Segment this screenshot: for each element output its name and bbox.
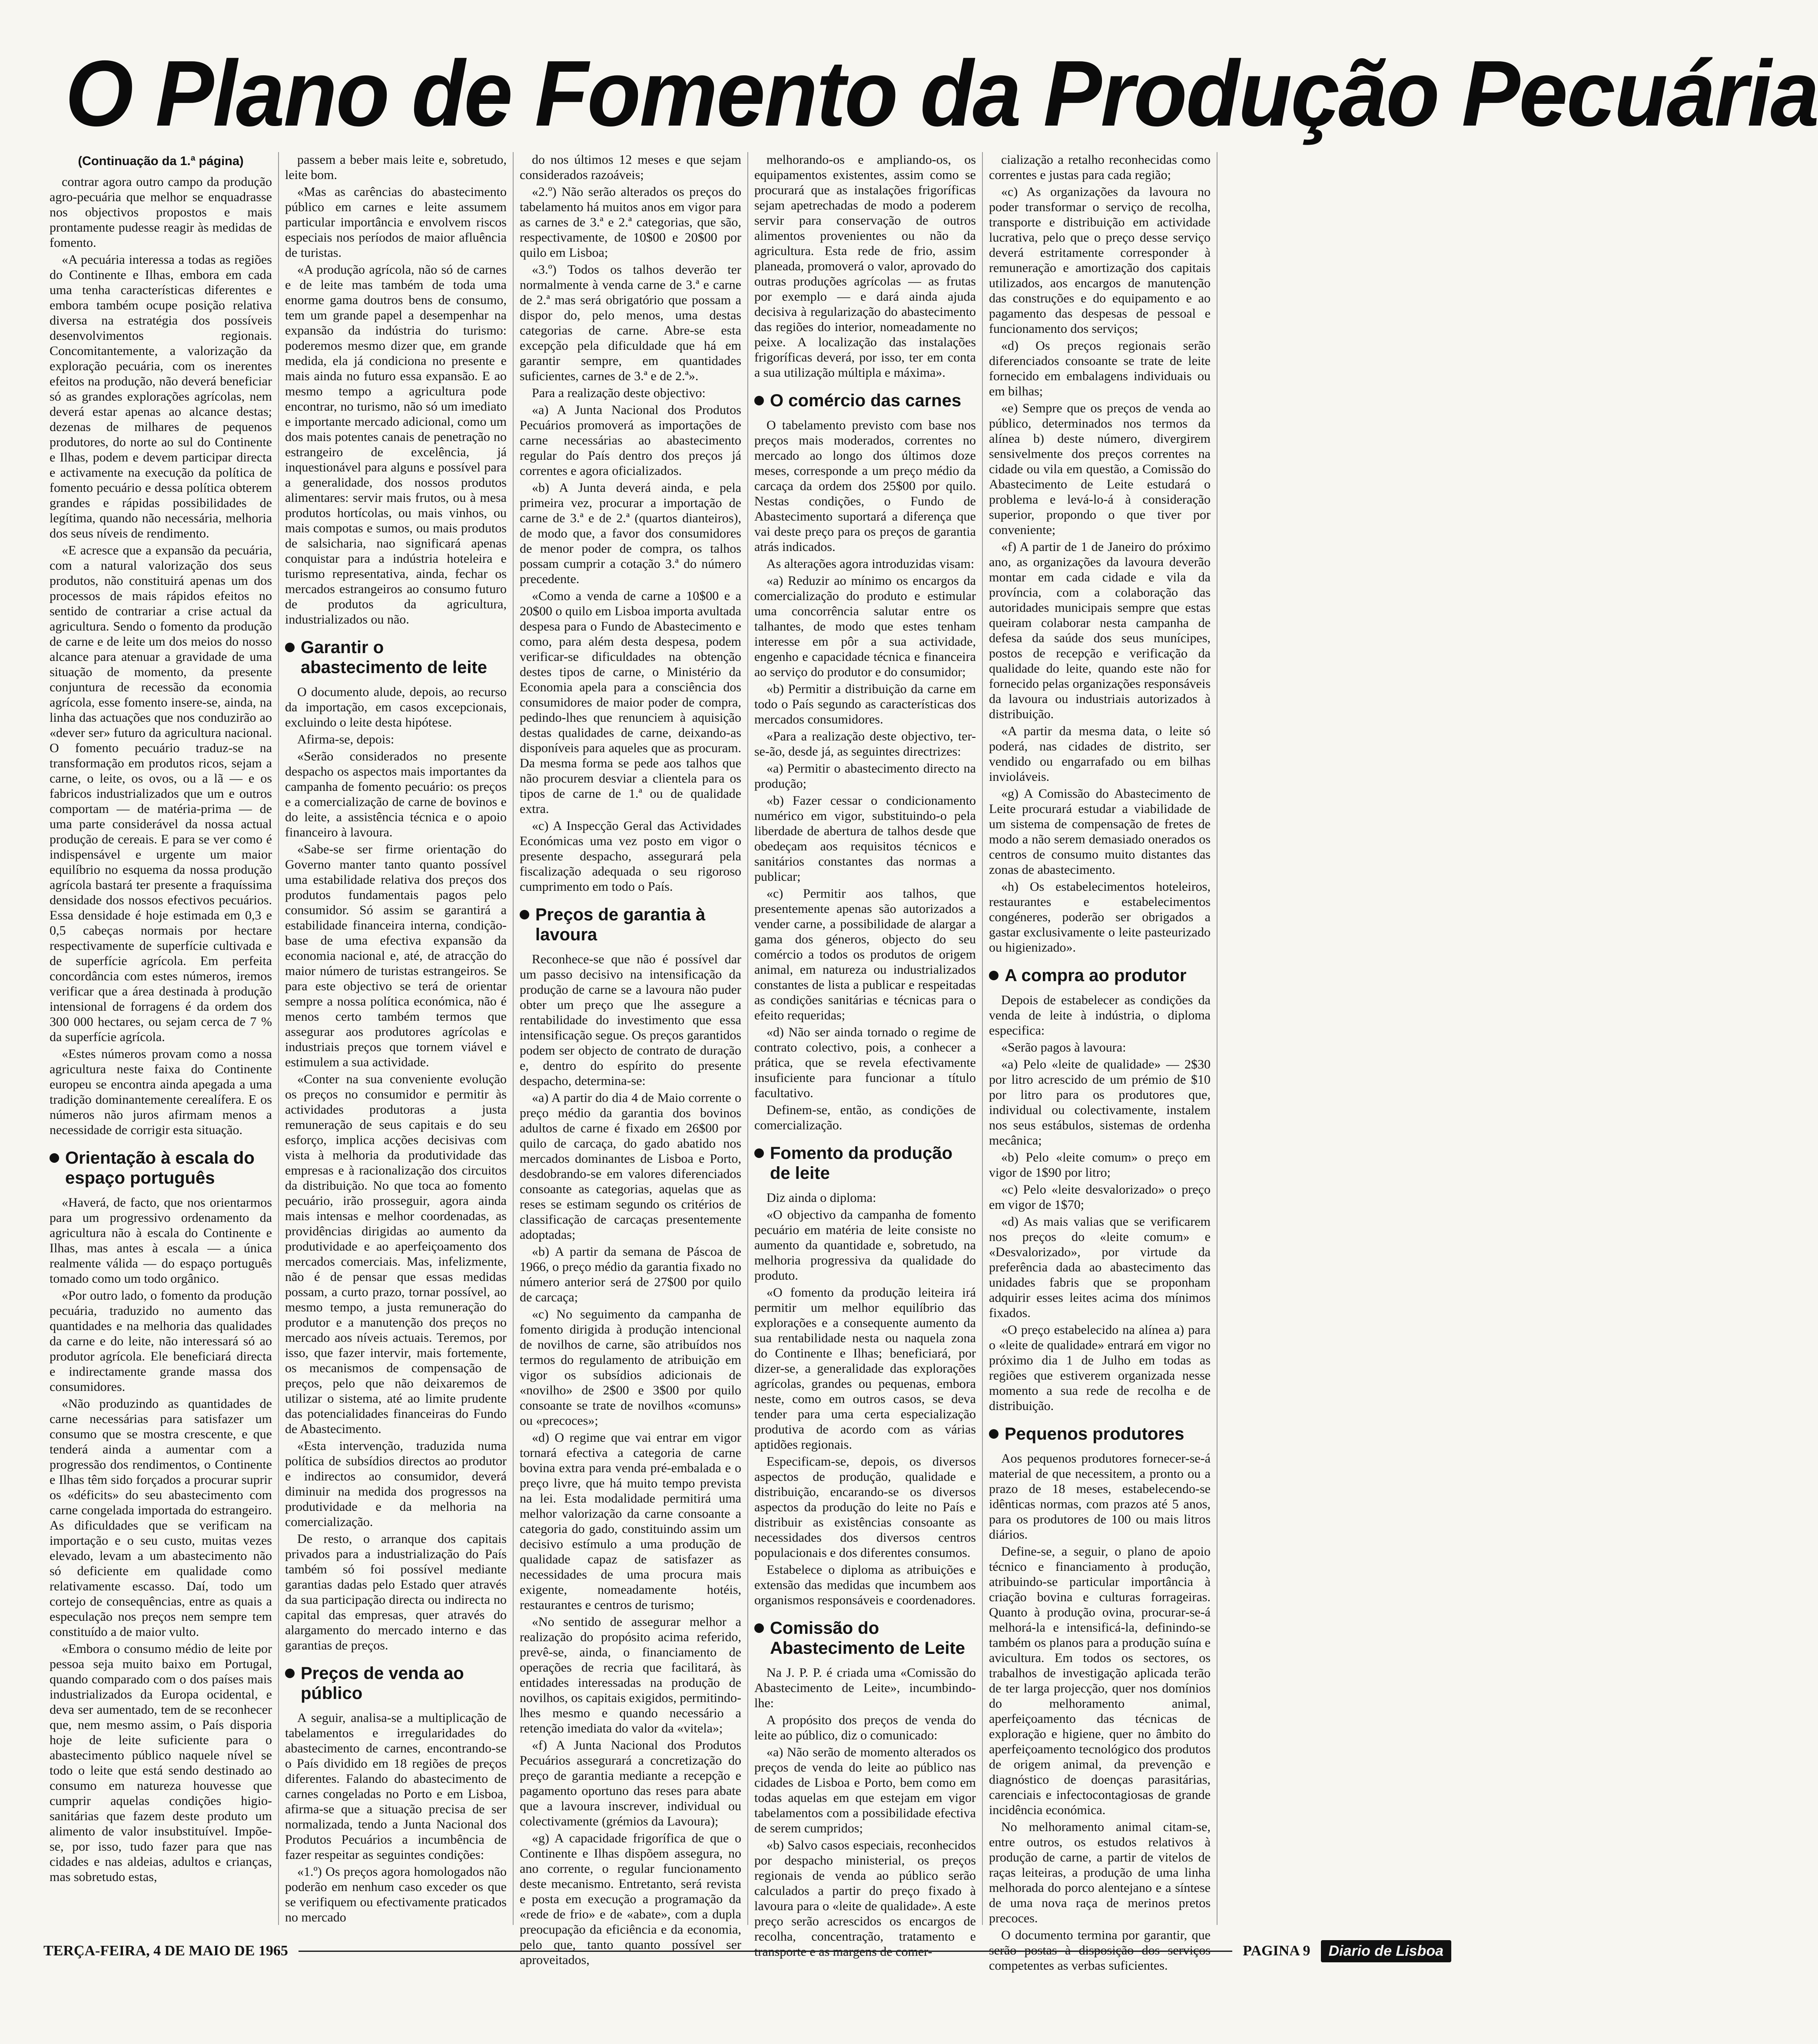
- bullet-icon: [50, 1153, 59, 1163]
- section-heading: [754, 1143, 976, 1183]
- section-heading: [754, 391, 976, 411]
- section-heading: [989, 966, 1211, 986]
- section-heading-text: Garantir o abastecimento de leite: [301, 638, 488, 677]
- article-paragraph: «a) Não serão de momento alterados os preços de venda do leite ao público nas cidades de Lisboa e Porto, bem como em todas aquelas em que estejam em vigor tabelamentos com a possibilidade efectiva de serem cumpridos;: [754, 1745, 976, 1835]
- section-heading: [50, 1148, 272, 1188]
- article-paragraph: «d) O regime que vai entrar em vigor tornará efectiva a categoria de carne bovina extra para venda pré-embalada e o preço livre, que há muito tempo prevista na lei. Esta modalidade permitirá uma melhor valorização da carne consoante a categoria do gado, constituindo assim um decisivo estímulo a uma produção de qualidade capaz de satisfazer as necessidades de uma procura mais exigente, nomeadamente hotéis, restaurantes e centros de turismo;: [520, 1430, 741, 1612]
- footer-rule: [299, 1951, 1232, 1952]
- article-paragraph: O tabelamento previsto com base nos preços mais moderados, correntes no mercado ao longo dos últimos doze meses, corresponde a um preço médio da carcaça da ordem dos 25$00 por quilo. Nestas condições, o Fundo de Abastecimento suportará a diferença que vai deste preço para os preços de garantia atrás indicados.: [754, 418, 976, 554]
- column-5: [982, 152, 1217, 1973]
- article-paragraph: «a) Reduzir ao mínimo os encargos da comercialização do produto e estimular uma concorrência salutar entre os talhantes, de modo que estes tenham interesse em pôr a sua actividade, engenho e capacidade técnica e financeira ao serviço do produtor e do consumidor;: [754, 574, 976, 679]
- bullet-icon: [285, 643, 295, 652]
- article-paragraph: «c) As organizações da lavoura no poder transformar o serviço de recolha, transporte e distribuição em actividade lucrativa, pelo que o preço desse serviço deverá estritamente corresponder à remuneração e amortização dos capitais utilizados, aos encargos de manutenção das construções e do equipamento e ao pagamento das despesas de pessoal e funcionamento dos serviços;: [989, 185, 1211, 336]
- continuation-note: (Continuação da 1.ª página): [78, 154, 244, 168]
- article-paragraph: Aos pequenos produtores fornecer-se-á material de que necessitem, a pronto ou a prazo de 18 meses, estabelecendo-se idênticas normas, com prazos até 5 anos, para os produtores de 100 ou mais litros diários.: [989, 1451, 1211, 1542]
- article-paragraph: «c) No seguimento da campanha de fomento dirigida à produção intencional de novilhos de carne, são atribuídos nos termos do regulamento de atribuição em vigor os subsídios adicionais de «novilho» de 2$00 e 3$00 por quilo consoante se trate de novilhos «comuns» ou «precoces»;: [520, 1307, 741, 1428]
- article-paragraph: «d) Não ser ainda tornado o regime de contrato colectivo, pois, a conhecer a prática, que se revela efectivamente insuficiente para funcionar a título facultativo.: [754, 1025, 976, 1100]
- article-paragraph: «g) A Comissão do Abastecimento de Leite procurará estudar a viabilidade de um sistema de compensação de fretes de modo a não serem demasiado onerados os centros de consumo muito distantes das zonas de abastecimento.: [989, 786, 1211, 877]
- column-3-body: [520, 152, 741, 1968]
- section-heading-text: O comércio das carnes: [770, 391, 962, 410]
- article-paragraph: Afirma-se, depois:: [297, 732, 395, 747]
- article-paragraph: melhorando-os e ampliando-os, os equipamentos existentes, assim como se procurará que as instalações frigoríficas sejam apetrechadas de modo a poderem servir para conservação de outros alimentos provenientes ou não da agricultura. Esta rede de frio, assim planeada, promoverá o valor, aprovado do outras produções agrícolas — as frutas por exemplo — e dará ainda ajuda decisiva à regularização do abastecimento das regiões do interior, nomeadamente no peixe. A localização das instalações frigoríficas deverá, por isso, ter em conta a sua utilização múltipla e máxima».: [754, 153, 976, 380]
- article-paragraph: «d) As mais valias que se verificarem nos preços do «leite comum» e «Desvalorizado», por virtude da preferência dada ao abastecimento das unidades fabris que se proponham adquirir esses leites acima dos mínimos fixados.: [989, 1214, 1211, 1320]
- article-paragraph: «A pecuária interessa a todas as regiões do Continente e Ilhas, embora em cada uma tenha características diferentes e embora também ocupe posição relativa diversa na estratégia dos possíveis desenvolvimentos regionais. Concomitantemente, a valorização da exploração pecuária, com os inerentes efeitos na produção, não deverá beneficiar só as grandes explorações agrícolas, nem deverá estar apenas ao alcance destas; dezenas de milhares de pequenos produtores, do norte ao sul do Continente e Ilhas, podem e devem participar directa e activamente na execução da política de fomento pecuário e dessa política obterem grandes e rápidas possibilidades de legítima, quando não necessária, melhoria dos seus níveis de rendimento.: [50, 252, 272, 541]
- bullet-icon: [285, 1669, 295, 1678]
- article-paragraph: «f) A Junta Nacional dos Produtos Pecuários assegurará a concretização do preço de garantia mediante a recepção e pagamento oportuno das reses para abate que a lavoura inscrever, individual ou colectivamente (grémios da Lavoura);: [520, 1738, 741, 1828]
- article-paragraph: «Sabe-se ser firme orientação do Governo manter tanto quanto possível uma estabilidade relativa dos preços dos produtos fundamentais pagos pelo consumidor. Só assim se garantirá a estabilidade financeira interna, condição-base de uma efectiva expansão da economia nacional e, até, de atracção do maior número de turistas estrangeiros. Se para este objectivo se terá de orientar sempre a nossa política económica, não é menos certo também termos que assegurar aos produtores agrícolas e industriais preços que tornem viável e estimulem a sua actividade.: [285, 842, 507, 1069]
- bullet-icon: [754, 1623, 764, 1633]
- article-paragraph: «Serão considerados no presente despacho os aspectos mais importantes da campanha de fomento pecuário: os preços e a comercialização de carne de bovinos e do leite, a assistência técnica e o apoio financeiro à lavoura.: [285, 749, 507, 840]
- column-1: [43, 152, 278, 1925]
- article-paragraph: «Estes números provam como a nossa agricultura neste faixa do Continente europeu se encontra ainda apegada a uma tradição dominantemente cerealífera. E os números não juros afirmam menos a necessidade de corrigir esta situação.: [50, 1047, 272, 1137]
- bullet-icon: [754, 396, 764, 405]
- article-paragraph: «b) A Junta deverá ainda, e pela primeira vez, procurar a importação de carne de 3.ª e de 2.ª (quartos dianteiros), de modo que, a favor dos consumidores de menor poder de compra, os talhos possam cumprir a cotação 3.ª do número precedente.: [520, 481, 741, 586]
- article-paragraph: «Serão pagos à lavoura:: [1001, 1040, 1126, 1055]
- section-heading-text: Preços de venda ao público: [301, 1664, 464, 1703]
- article-paragraph: «Esta intervenção, traduzida numa política de subsídios directos ao produtor e indirectos ao consumidor, deverá diminuir na medida dos progressos na produtividade e da melhoria na comercialização.: [285, 1439, 507, 1529]
- article-paragraph: «b) Permitir a distribuição da carne em todo o País segundo as características dos mercados consumidores.: [754, 682, 976, 727]
- article-paragraph: «1.º) Os preços agora homologados não poderão em nenhum caso exceder os que se verifiquem ou efectivamente praticados no mercado: [285, 1865, 507, 1925]
- article-paragraph: «2.º) Não serão alterados os preços do tabelamento há muitos anos em vigor para as carnes de 3.ª e 2.ª categorias, que são, respectivamente, de 10$00 e 20$00 por quilo em Lisboa;: [520, 185, 741, 260]
- bullet-icon: [989, 1429, 999, 1439]
- column-1-body: [50, 174, 272, 1885]
- article-paragraph: «f) A partir de 1 de Janeiro do próximo ano, as organizações da lavoura deverão montar em cada cidade e vila da província, com a colaboração das autoridades municipais sempre que estas queiram colaborar nesta campanha de defesa da saúde dos seus munícipes, postos de recepção e verificação da qualidade do leite, quando este não for fornecido pelas organizações responsáveis da lavoura ou industriais autorizados à distribuição.: [989, 540, 1211, 721]
- article-paragraph: No melhoramento animal citam-se, entre outros, os estudos relativos à produção de carne, a partir de vitelos de raças leiteiras, a produção de uma linha melhorada do porco alentejano e a síntese de uma nova raça de merinos pretos precoces.: [989, 1820, 1211, 1925]
- article-paragraph: «Embora o consumo médio de leite por pessoa seja muito baixo em Portugal, quando comparado com o dos países mais industrializados da Europa ocidental, e deva ser aumentado, tem de se reconhecer que, nem mesmo assim, o País disporia hoje de leite suficiente para o abastecimento público naquele nível se todo o leite que está sendo destinado ao consumo em natureza houvesse que cumprir aquelas condições higio-sanitárias que fazem deste produto um alimento de valor insubstituível. Impõe-se, por isso, tudo fazer para que nas cidades e nas aldeias, adultos e crianças, mas sobretudo estas,: [50, 1642, 272, 1884]
- bullet-icon: [520, 910, 529, 919]
- article-paragraph: «Como a venda de carne a 10$00 e a 20$00 o quilo em Lisboa importa avultada despesa para o Fundo de Abastecimento e como, para além desta despesa, podem verificar-se dificuldades na obtenção destes tipos de carne, o Ministério da Economia apela para a consciência dos consumidores de maior poder de compra, pedindo-lhes que renunciem à aquisição destas qualidades de carne, deixando-as disponíveis para aqueles que as procuram. Da mesma forma se pede aos talhos que não procurem desviar a clientela para os tipos de carne de 1.ª ou de qualidade extra.: [520, 589, 741, 816]
- article-paragraph: «O objectivo da campanha de fomento pecuário em matéria de leite consiste no aumento da quantidade e, sobretudo, na melhoria progressiva da qualidade do produto.: [754, 1208, 976, 1283]
- bullet-icon: [989, 971, 999, 980]
- article-paragraph: O documento alude, depois, ao recurso da importação, em casos excepcionais, excluindo o leite desta hipótese.: [285, 685, 507, 730]
- article-paragraph: «a) A partir do dia 4 de Maio corrente o preço médio da garantia dos bovinos adultos de carne é fixado em 26$00 por quilo de carcaça, do gado abatido nos mercados dominantes de Lisboa e Porto, desdobrando-se em valores diferenciados consoante as categorias, aquelas que as reses se estimam segundo os critérios de classificação de carcaças presentemente adoptadas;: [520, 1091, 741, 1242]
- article-paragraph: «c) A Inspecção Geral das Actividades Económicas uma vez posto em vigor o presente despacho, assegurará pela fiscalização adequada o seu rigoroso cumprimento em todo o País.: [520, 819, 741, 894]
- article-paragraph: Depois de estabelecer as condições da venda de leite à indústria, o diploma especifica:: [989, 993, 1211, 1038]
- column-5-body: [989, 152, 1211, 1973]
- article-paragraph: «E acresce que a expansão da pecuária, com a natural valorização dos seus produtos, não constituirá apenas um dos processos de mais rápidos efeitos no sentido de contrariar a crise actual da agricultura. Sendo o fomento da produção de carne e de leite um dos meios do nosso alcance para atenuar a gravidade de uma situação de momento, da presente conjuntura de recessão da economia agrícola, esse fomento insere-se, ainda, na linha das actuações que nos conduzirão ao «dever ser» futuro da agricultura nacional. O fomento pecuário traduz-se na transformação em produtos ricos, sejam a carne, o leite, os ovos, ou a lã — e os fabricos industrializados que um e outros comportam — de matéria-prima — de uma parte considerável da nossa actual produção de cereais. E para se ver como é indispensável e urgente um maior equilíbrio no esquema da nossa produção agrícola bastará ter presente a fraquíssima densidade dos nossos efectivos pecuários. Essa densidade é hoje estimada em 0,3 e 0,5 cabeças normais por hectare respectivamente de superfície cultivada e de superfície agrícola. Em perfeita concordância com estes números, iremos verificar que a área destinada à produção intensional de forragens é da ordem dos 300 000 hectares, ou sejam cerca de 7 % da superfície agrícola.: [50, 543, 272, 1044]
- article-paragraph: «O fomento da produção leiteira irá permitir um melhor equilíbrio das explorações e a consequente aumento da sua rentabilidade nesta ou naquela zona do Continente e Ilhas; beneficiará, por dizer-se, a generalidade das explorações agrícolas, grandes ou pequenas, embora neste, como em outros casos, se deva tender para uma certa especialização produtiva de acordo com as várias aptidões regionais.: [754, 1285, 976, 1452]
- article-paragraph: «Mas as carências do abastecimento público em carnes e leite assumem particular importância e envolvem riscos especiais nos períodos de maior afluência de turistas.: [285, 185, 507, 260]
- article-paragraph: A propósito dos preços de venda do leite ao público, diz o comunicado:: [754, 1713, 976, 1742]
- article-paragraph: contrar agora outro campo da produção agro-pecuária que melhor se enquadrasse nos objectivos propostos e mais prontamente pudesse reagir às medidas de fomento.: [50, 175, 272, 250]
- column-2-body: [285, 152, 507, 1925]
- article-paragraph: «h) Os estabelecimentos hoteleiros, restaurantes e estabelecimentos congéneres, poderão ser obrigados a gastar exclusivamente o leite pasteurizado ou higienizado».: [989, 879, 1211, 955]
- article-paragraph: «A produção agrícola, não só de carnes e de leite mas também de toda uma enorme gama doutros bens de consumo, tem um grande papel a desempenhar na expansão da indústria do turismo: poderemos mesmo dizer que, em grande medida, ela já condiciona no presente e mais ainda no futuro essa expansão. E ao mesmo tempo a agricultura pode encontrar, no turismo, não só um imediato e importante mercado adicional, como um dos mais potentes canais de penetração no estrangeiro de excelência, já inquestionável para alguns e possível para a generalidade, dos nossos produtos alimentares: servir mais frutos, ou à mesa produtos hortícolas, ou mais vinhos, ou mais compotas e sumos, ou mais produtos de salsicharia, nao significará apenas conquistar para a indústria hoteleira e turismo representativa, ainda, fechar os mercados estrangeiros ao consumo futuro de produtos da agricultura, industrializados ou não.: [285, 262, 507, 627]
- article-paragraph: «b) Salvo casos especiais, reconhecidos por despacho ministerial, os preços regionais de venda ao público serão calculados a partir do preço fixado à lavoura para o «leite de qualidade». A este preço serão acrescidos os encargos de recolha, concentração, tratamento e transporte e as margens de comer-: [754, 1838, 976, 1959]
- article-paragraph: «a) A Junta Nacional dos Produtos Pecuários promoverá as importações de carne necessárias ao abastecimento regular do País dentro dos preços já correntes e agora oficializados.: [520, 403, 741, 478]
- column-4-body: [754, 152, 976, 1959]
- article-paragraph: «Haverá, de facto, que nos orientarmos para um progressivo ordenamento da agricultura não à escala do Continente e Ilhas, mas antes à escala — a única realmente válida — do espaço português tomado como um todo orgânico.: [50, 1195, 272, 1286]
- article-paragraph: «Não produzindo as quantidades de carne necessárias para satisfazer um consumo que se mostra crescente, e que tenderá ainda a aumentar com a progressão dos rendimentos, o Continente e Ilhas têm sido forçados a procurar suprir os «déficits» do seu abastecimento com carne congelada importada do estrangeiro. As dificuldades que se verificam na importação e o seu custo, muitas vezes elevado, levam a um abastecimento não só deficiente em qualidade como relativamente escasso. Daí, todo um cortejo de consequências, entre as quais a especulação nos preços nem sempre tem constituído a de maior vulto.: [50, 1397, 272, 1639]
- bullet-icon: [754, 1148, 764, 1158]
- article-paragraph: «b) Pelo «leite comum» o preço em vigor de 1$90 por litro;: [989, 1150, 1211, 1180]
- article-paragraph: «No sentido de assegurar melhor a realização do propósito acima referido, prevê-se, ainda, o financiamento de operações de recria que facilitará, às entidades interessadas na produção de novilhos, os capitais exigidos, permitindo-lhes mesmo e quando necessário a retenção imediata do valor da «vitela»;: [520, 1615, 741, 1735]
- article-paragraph: «b) Fazer cessar o condicionamento numérico em vigor, substituindo-o pela liberdade de abertura de talhos desde que obedeçam aos requisitos técnicos e sanitários constantes das normas a publicar;: [754, 793, 976, 884]
- article-paragraph: «g) A capacidade frigorífica de que o Continente e Ilhas dispõem assegura, no ano corrente, o regular funcionamento deste mecanismo. Entretanto, será revista e posta em execução a programação da «rede de frio» e de «abate», com a dupla preocupação da eficiência e da economia, pelo que, tanto quanto possível ser aproveitados,: [520, 1831, 741, 1967]
- article-paragraph: cialização a retalho reconhecidas como correntes e justas para cada região;: [989, 153, 1211, 182]
- section-heading: [285, 1663, 507, 1703]
- article-paragraph: «a) Permitir o abastecimento directo na produção;: [754, 761, 976, 791]
- article-paragraph: De resto, o arranque dos capitais privados para a industrialização do País também só foi possível mediante garantias dadas pelo Estado quer através da sua participação directa ou indirecta no capital das empresas, quer através do alargamento do mercado interno e das garantias de preços.: [285, 1532, 507, 1652]
- article-paragraph: Reconhece-se que não é possível dar um passo decisivo na intensificação da produção de carne se a lavoura não puder obter um preço que lhe assegure a rentabilidade do investimento que essa intensificação segue. Os preços garantidos podem ser objecto de contrato de duração e, dentro do espírito do presente despacho, determina-se:: [520, 952, 741, 1088]
- article-paragraph: «a) Pelo «leite de qualidade» — 2$30 por litro acrescido de um prémio de $10 por litro para os produtores que, individual ou colectivamente, instalem nos seus estábulos, sistemas de ordenha mecânica;: [989, 1057, 1211, 1148]
- section-heading-text: Comissão do Abastecimento de Leite: [770, 1619, 965, 1658]
- article-paragraph: Diz ainda o diploma:: [766, 1191, 876, 1205]
- headline: O Plano de Fomento da Produção Pecuária: [65, 41, 1818, 146]
- article-paragraph: Na J. P. P. é criada uma «Comissão do Abastecimento de Leite», incumbindo-lhe:: [754, 1666, 976, 1710]
- column-3: [513, 152, 747, 1967]
- article-paragraph: «c) Permitir aos talhos, que presentemente apenas são autorizados a vender carne, a possibilidade de alargar a gama dos géneros, objecto do seu comércio a todos os produtos de origem animal, em natureza ou industrializados constantes de lista a publicar e respeitadas as condições sanitárias e técnicas para o efeito requeridas;: [754, 886, 976, 1022]
- page-footer: [43, 1938, 1451, 1964]
- article-paragraph: «c) Pelo «leite desvalorizado» o preço em vigor de 1$70;: [989, 1182, 1211, 1212]
- article-paragraph: Para a realização deste objectivo:: [532, 386, 706, 400]
- section-heading: [285, 637, 507, 677]
- section-heading-text: Pequenos produtores: [1005, 1424, 1184, 1443]
- article-paragraph: A seguir, analisa-se a multiplicação de tabelamentos e irregularidades do abastecimento de carnes, encontrando-se o País dividido em 18 regiões de preços diferentes. Falando do abastecimento de carnes congeladas no Porto e em Lisboa, afirma-se que a situação precisa de ser normalizada, tendo a Junta Nacional dos Produtos Pecuários a incumbência de fazer respeitar as seguintes condições:: [285, 1711, 507, 1862]
- article-paragraph: «b) A partir da semana de Páscoa de 1966, o preço médio da garantia fixado no número anterior será de 27$00 por quilo de carcaça;: [520, 1244, 741, 1304]
- article-paragraph: «Para a realização deste objectivo, ter-se-ão, desde já, as seguintes directrizes:: [754, 729, 976, 759]
- section-heading: [754, 1618, 976, 1658]
- article-paragraph: passem a beber mais leite e, sobretudo, leite bom.: [285, 153, 507, 182]
- article-paragraph: «A partir da mesma data, o leite só poderá, nas cidades de distrito, ser vendido ou engarrafado ou em bilhas invioláveis.: [989, 724, 1211, 784]
- column-2: [278, 152, 513, 1925]
- section-heading-text: A compra ao produtor: [1005, 966, 1187, 985]
- article-paragraph: Define-se, a seguir, o plano de apoio técnico e financiamento à produção, atribuindo-se particular importância à criação bovina e culturas forrageiras. Quanto à produção ovina, procurar-se-á melhorá-la e intensificá-la, definindo-se também os planos para a produção suína e avicultura. Em todos os sectores, os trabalhos de investigação aplicada terão de ter larga projecção, quer nos domínios do melhoramento animal, aperfeiçoamento das técnicas de exploração e higiene, quer no âmbito do aperfeiçoamento tecnológico dos produtos de origem animal, da prevenção e diagnóstico de doenças parasitárias, carenciais e infectocontagiosas de grande incidência económica.: [989, 1544, 1211, 1817]
- column-4: [747, 152, 982, 1959]
- section-heading: [520, 905, 741, 945]
- column-6: [1217, 152, 1451, 1925]
- article-paragraph: «d) Os preços regionais serão diferenciados consoante se trate de leite fornecido em embalagens individuais ou em bilhas;: [989, 338, 1211, 398]
- article-paragraph: Estabelece o diploma as atribuições e extensão das medidas que incumbem aos organismos responsáveis e coordenadores.: [754, 1563, 976, 1607]
- newspaper-logo: Diario de Lisboa: [1321, 1940, 1452, 1962]
- article-paragraph: O documento termina por garantir, que serão postas à disposição dos serviços competentes as verbas suficientes.: [989, 1928, 1211, 1973]
- article-paragraph: «3.º) Todos os talhos deverão ter normalmente à venda carne de 3.ª e carne de 2.ª mas será obrigatório que possam a dispor do, pelo menos, uma destas categorias de carne. Abre-se esta excepção pela dificuldade que há em garantir sempre, em quantidades suficientes, carnes de 3.ª e de 2.ª».: [520, 262, 741, 383]
- section-heading-text: Orientação à escala do espaço português: [65, 1148, 255, 1188]
- article-paragraph: «O preço estabelecido na alínea a) para o «leite de qualidade» entrará em vigor no próximo dia 1 de Julho em todas as regiões que estiverem organizada nesse momento a sua rede de recolha e de distribuição.: [989, 1323, 1211, 1413]
- article-paragraph: do nos últimos 12 meses e que sejam considerados razoáveis;: [520, 153, 741, 182]
- section-heading: [989, 1424, 1211, 1444]
- footer-page-number: PAGINA 9: [1243, 1943, 1310, 1959]
- article-paragraph: Definem-se, então, as condições de comercialização.: [754, 1103, 976, 1132]
- article-paragraph: As alterações agora introduzidas visam:: [766, 557, 975, 571]
- article-paragraph: «Conter na sua conveniente evolução os preços no consumidor e permitir às actividades produtoras a justa remuneração de seus capitais e do seu esforço, implica acções decisivas com vista à melhoria da produtividade das empresas e à racionalização dos circuitos da distribuição. No que toca ao fomento pecuário, irão prosseguir, agora ainda mais intensas e melhor coordenadas, as providências dirigidas ao aumento da produtividade e ao aperfeiçoamento dos mercados comerciais. Mas, infelizmente, não é de pensar que essas medidas possam, a curto prazo, tornar possível, ao mesmo tempo, a justa remuneração do produtor e a manutenção dos preços no mercado aos níveis actuais. Teremos, por isso, que fazer intervir, mais fortemente, os mecanismos de compensação de preços, pelo que não deixaremos de utilizar o sistema, até ao limite prudente das potencialidades financeiras do Fundo de Abastecimento.: [285, 1072, 507, 1436]
- article-paragraph: «Por outro lado, o fomento da produção pecuária, traduzido no aumento das quantidades e na melhoria das qualidades da carne e do leite, não interessará só ao produtor agrícola. Ele beneficiará directa e indirectamente grande massa dos consumidores.: [50, 1288, 272, 1394]
- section-heading-text: Preços de garantia à lavoura: [535, 905, 706, 944]
- article-paragraph: «e) Sempre que os preços de venda ao público, determinados nos termos da alínea b) deste número, divergirem sensivelmente dos preços correntes na cidade ou vila em questão, a Comissão do Abastecimento de Leite estudará o problema e levá-lo-á à consideração superior, propondo o que tiver por conveniente;: [989, 401, 1211, 537]
- section-heading-text: Fomento da produção de leite: [770, 1144, 952, 1183]
- article-paragraph: Especificam-se, depois, os diversos aspectos de produção, qualidade e distribuição, encarando-se os diversos aspectos da produção do leite no País e distribuir as existências consoante as necessidades dos diversos centros populacionais e dos diferentes consumos.: [754, 1454, 976, 1560]
- footer-date: TERÇA-FEIRA, 4 DE MAIO DE 1965: [43, 1943, 288, 1959]
